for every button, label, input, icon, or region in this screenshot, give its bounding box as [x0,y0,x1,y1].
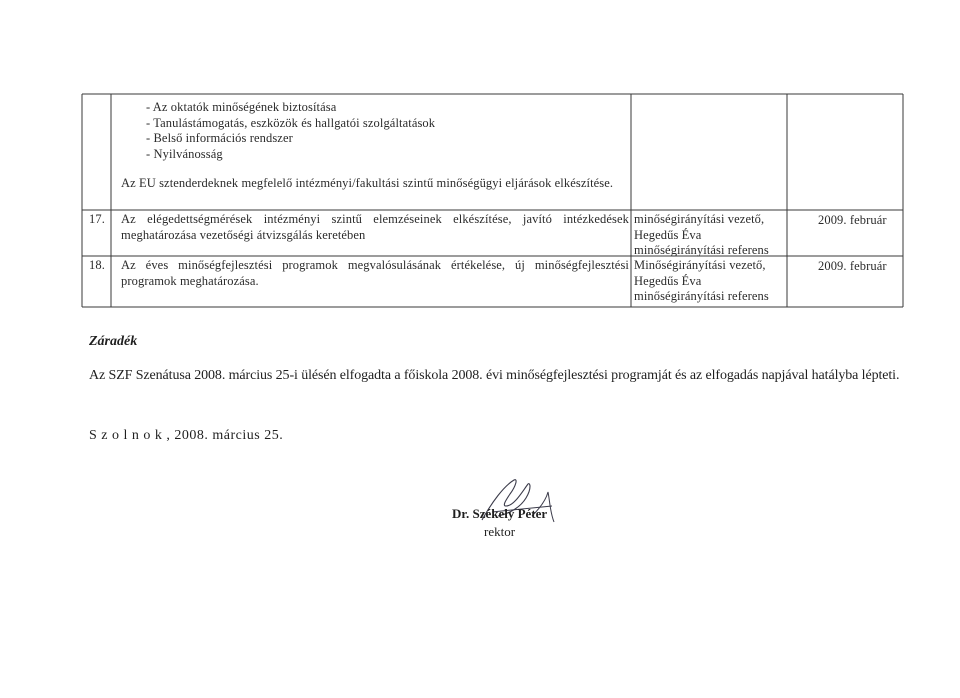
bullet-item: - Nyilvánosság [146,146,223,161]
row-responsible [634,258,788,305]
row-number: 18. [89,258,105,272]
signatory-title: rektor [484,524,516,539]
responsible-line: minőségirányítási vezető, [634,212,765,226]
signatory-name: Dr. Székely Péter [452,506,548,521]
bullet-item: - Tanulástámogatás, eszközök és hallgatói szolgáltatások [146,115,436,130]
bullet-item: - Az oktatók minőségének biztosítása [146,100,337,114]
row-description: Az éves minőségfejlesztési programok megvalósulásának értékelése, új minőségfejlesztési programok meghatározása. [121,258,629,288]
eu-standards-paragraph: Az EU sztenderdeknek megfelelő intézményi/fakultási szintű minőségügyi eljárások elkészítése. [121,176,614,190]
responsible-line: Hegedűs Éva [634,273,702,288]
clause-heading: Záradék [89,334,138,349]
clause-text: Az SZF Szenátusa 2008. március 25-i ülésén elfogadta a főiskola 2008. évi minőségfejlesztési programját és az elfogadás napjával hatályba lépteti. [89,368,900,383]
responsible-line: Hegedűs Éva [634,227,702,242]
responsible-line: minőségirányítási referens [634,289,769,303]
row-number: 17. [89,212,105,226]
row-deadline: 2009. február [818,259,887,273]
place-and-date: S z o l n o k , 2008. március 25. [89,428,284,443]
responsible-line: Minőségirányítási vezető, [634,258,766,272]
responsible-line: minőségirányítási referens [634,243,769,257]
row-description: Az elégedettségmérések intézményi szintű elemzéseinek elkészítése, javító intézkedések meghatározása vezetőségi átvizsgálás keretében [121,212,629,242]
row-deadline: 2009. február [818,213,887,227]
handwritten-signature [462,472,582,532]
bullet-item: - Belső információs rendszer [146,131,293,145]
objective-bullet-list [146,100,626,162]
row-responsible [634,212,788,259]
